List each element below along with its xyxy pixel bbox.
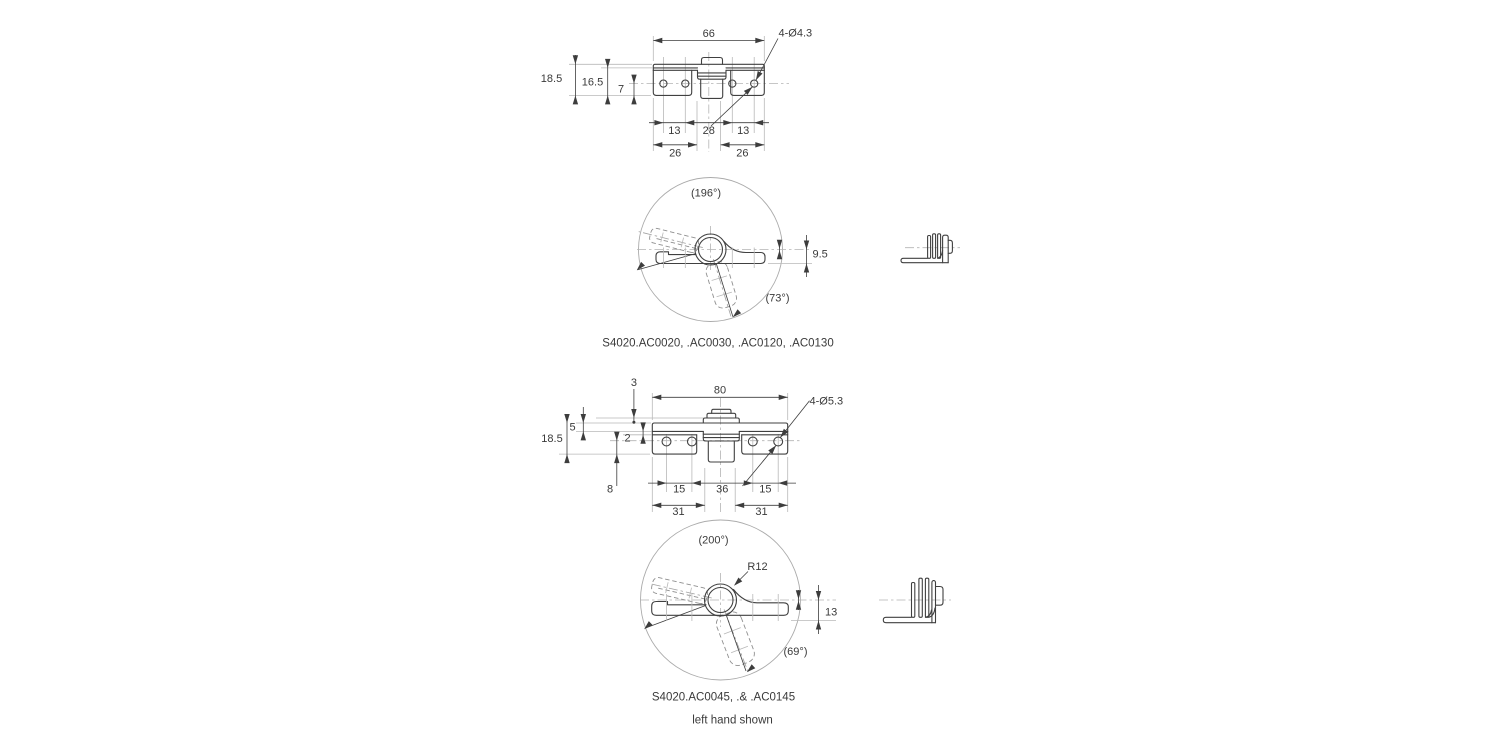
bottom-edge-left: 31 <box>672 505 685 518</box>
top-pivot-height: 9.5 <box>812 248 828 261</box>
top-caption: S4020.AC0020, .AC0030, .AC0120, .AC0130 <box>602 337 834 350</box>
bottom-caption: S4020.AC0045, .& .AC0145 <box>651 691 796 704</box>
top-edge-left: 26 <box>669 147 682 160</box>
top-profile-view <box>602 178 833 350</box>
top-width-dim: 66 <box>702 28 715 40</box>
bottom-radius-dim: R12 <box>747 561 768 573</box>
bottom-profile-part <box>652 584 789 621</box>
bottom-swing-angle: (69°) <box>783 646 808 658</box>
bottom-note: left hand shown <box>692 714 773 727</box>
top-edge-right: 26 <box>736 147 749 160</box>
bottom-pitch-left: 15 <box>673 483 686 496</box>
bottom-gap-dim: 2 <box>624 432 631 445</box>
top-hole-callout: 4-Ø4.3 <box>778 27 813 40</box>
top-height-inner-dim: 16.5 <box>581 76 604 89</box>
top-plan-labels <box>541 28 812 160</box>
top-hole-edge-dim: 7 <box>617 83 625 96</box>
top-open-angle: (196°) <box>690 187 722 200</box>
top-height-dim: 18.5 <box>540 73 563 85</box>
bottom-end-view <box>879 578 951 623</box>
bottom-plan-view <box>541 377 843 518</box>
top-profile-dimension <box>768 235 812 277</box>
bottom-edge-right: 31 <box>755 505 768 518</box>
bottom-tab-dim: 3 <box>630 377 637 389</box>
bottom-hole-callout: 4-Ø5.3 <box>809 395 844 408</box>
bottom-plan-dimensions <box>564 389 809 508</box>
top-end-view <box>901 234 960 263</box>
bottom-phantom-positions <box>649 576 761 678</box>
bottom-profile-labels <box>698 535 837 659</box>
bottom-open-angle: (200°) <box>698 534 729 547</box>
top-swing-angle: (73°) <box>765 292 790 305</box>
top-pitch-right: 13 <box>737 125 750 138</box>
bottom-height-dim: 18.5 <box>541 433 563 445</box>
bottom-width-dim: 80 <box>713 384 727 397</box>
bottom-step-dim: 5 <box>569 421 576 434</box>
top-pitch-left: 13 <box>668 125 681 138</box>
bottom-pitch-center: 36 <box>716 483 729 496</box>
top-pitch-center: 28 <box>702 125 715 138</box>
bottom-pitch-right: 15 <box>759 483 772 496</box>
bottom-hole-edge-dim: 8 <box>606 483 614 496</box>
bottom-plan-part <box>652 409 787 462</box>
top-phantom-positions <box>637 224 742 319</box>
bottom-pivot-height: 13 <box>825 606 838 619</box>
top-plan-view <box>541 28 812 160</box>
bottom-profile-view <box>640 520 837 727</box>
